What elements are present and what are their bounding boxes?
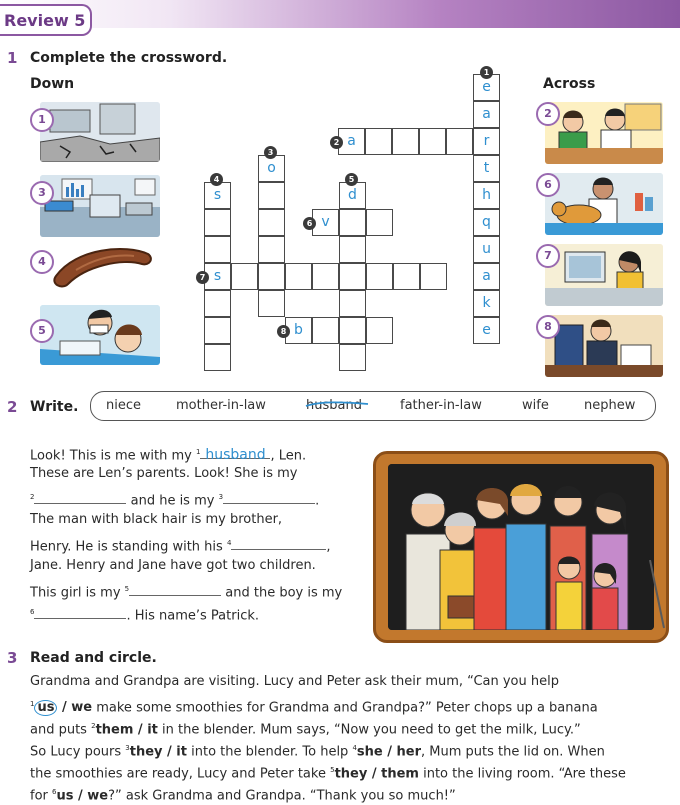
cw-5-down-cell[interactable]	[339, 263, 366, 290]
office-picture	[40, 175, 160, 237]
cw-2-across-cell[interactable]	[365, 128, 392, 155]
review-tab	[0, 4, 92, 36]
section-3-title: Read and circle.	[30, 650, 157, 666]
option-4[interactable]: she / her	[356, 744, 422, 760]
word-husband: husband	[306, 398, 362, 413]
sup-1: 1	[196, 448, 201, 456]
cw-2-across-cell[interactable]	[446, 128, 473, 155]
write-line-6: Jane. Henry and Jane have got two children.	[30, 558, 316, 573]
read-sup-5: 5	[330, 766, 335, 774]
cw-4-down-cell[interactable]	[204, 344, 231, 371]
cw-4-down-cell[interactable]: s	[204, 182, 231, 209]
write-line-1	[30, 443, 306, 465]
option-1-rest: / we	[57, 700, 93, 716]
earthquake-picture	[40, 102, 160, 162]
sup-2: 2	[30, 493, 35, 501]
blank-3[interactable]	[223, 491, 315, 504]
cw-1-down-cell[interactable]: q	[473, 209, 500, 236]
cw-number-6: 6	[303, 217, 316, 230]
read-line-2	[30, 695, 598, 717]
read-line-5	[30, 761, 626, 783]
read-sup-4: 4	[352, 744, 357, 752]
vet-picture	[545, 173, 663, 235]
cw-5-down-cell[interactable]	[339, 317, 366, 344]
read-line-4-start: So Lucy pours	[30, 744, 122, 760]
line7-end: and the boy is my	[225, 585, 343, 601]
cw-1-down-cell[interactable]: k	[473, 290, 500, 317]
section-2-title: Write.	[30, 399, 79, 415]
cw-8-across-cell[interactable]: b	[285, 317, 312, 344]
family-photo	[388, 464, 654, 630]
dentist-picture	[40, 305, 160, 365]
husband-strikethrough	[305, 399, 369, 409]
clue-7-badge: 7	[536, 244, 560, 268]
cw-1-down-cell[interactable]: t	[473, 155, 500, 182]
read-sup-3: 3	[125, 744, 130, 752]
read-line-1: Grandma and Grandpa are visiting. Lucy and Peter ask their mum, “Can you help	[30, 674, 559, 689]
sausage-picture	[46, 242, 154, 290]
cw-3-down-cell[interactable]	[258, 263, 285, 290]
word-bank	[90, 391, 656, 421]
boss-picture	[545, 315, 663, 377]
clue-4-badge: 4	[30, 250, 54, 274]
clue-8-badge: 8	[536, 315, 560, 339]
read-line-2-rest: make some smoothies for Grandma and Grandpa?” Peter chops up a banana	[92, 700, 598, 716]
cw-4-down-cell[interactable]	[204, 317, 231, 344]
read-sup-1: 1	[30, 700, 35, 708]
word-father-in-law: father-in-law	[400, 398, 482, 413]
line5-end: ,	[326, 539, 331, 555]
read-sup-2: 2	[91, 722, 96, 730]
read-line-6-end: ?” ask Grandma and Grandpa. “Thank you so much!”	[108, 788, 456, 804]
cw-number-2: 2	[330, 136, 343, 149]
write-line-3	[30, 488, 319, 510]
word-niece: niece	[106, 398, 141, 413]
word-mother-in-law: mother-in-law	[176, 398, 266, 413]
sup-4: 4	[226, 539, 232, 547]
write-line-2: These are Len’s parents. Look! She is my	[30, 466, 298, 481]
read-line-3	[30, 717, 581, 739]
read-line-4-mid: into the blender. To help	[186, 744, 349, 760]
cw-7-across-cell[interactable]	[393, 263, 420, 290]
option-5[interactable]: they / them	[334, 766, 419, 782]
secretary-picture	[545, 244, 663, 306]
cw-7-across-cell[interactable]	[231, 263, 258, 290]
line7-start: This girl is my	[30, 585, 121, 601]
cw-5-down-cell[interactable]	[339, 236, 366, 263]
cw-5-down-cell[interactable]: d	[339, 182, 366, 209]
cw-number-7: 7	[196, 271, 209, 284]
sup-6: 6	[30, 608, 35, 616]
cw-2-across-cell[interactable]	[419, 128, 446, 155]
photo-stand	[648, 560, 666, 632]
down-heading: Down	[30, 76, 75, 92]
cw-4-down-cell[interactable]	[204, 236, 231, 263]
clue-6-badge: 6	[536, 173, 560, 197]
blank-4[interactable]	[231, 537, 326, 550]
write-line-5	[30, 534, 331, 556]
cw-3-down-cell[interactable]	[258, 209, 285, 236]
cw-1-down-cell[interactable]: e	[473, 74, 500, 101]
cw-7-across-cell[interactable]	[285, 263, 312, 290]
option-1[interactable]	[34, 700, 92, 715]
cw-3-down-cell[interactable]: o	[258, 155, 285, 182]
write-line-7	[30, 580, 342, 602]
doctor-picture	[545, 102, 663, 164]
header-band	[0, 0, 680, 28]
read-line-6-start: for	[30, 788, 48, 804]
blank-6[interactable]	[34, 606, 126, 619]
cw-1-down-cell[interactable]: h	[473, 182, 500, 209]
family-photo-frame	[373, 451, 669, 643]
cw-7-across-cell[interactable]	[420, 263, 447, 290]
option-6[interactable]: us / we	[56, 788, 109, 804]
read-line-4-end: , Mum puts the lid on. When	[421, 744, 605, 760]
line8-end: . His name’s Patrick.	[126, 608, 260, 624]
cw-number-8: 8	[277, 325, 290, 338]
cw-6-across-cell[interactable]	[366, 209, 393, 236]
cw-5-down-cell[interactable]	[339, 344, 366, 371]
read-sup-6: 6	[52, 788, 57, 796]
blank-2[interactable]	[34, 491, 126, 504]
cw-2-across-cell[interactable]: a	[338, 128, 365, 155]
cw-2-across-cell[interactable]	[392, 128, 419, 155]
option-us-circled: us	[34, 700, 57, 716]
blank-5[interactable]	[129, 583, 221, 596]
read-line-5-end: into the living room. “Are these	[418, 766, 626, 782]
section-3-number: 3	[7, 649, 18, 667]
line1-start: Look! This is me with my	[30, 448, 192, 464]
cw-3-down-cell[interactable]	[258, 182, 285, 209]
clue-3-badge: 3	[30, 181, 54, 205]
review-title: Review 5	[4, 11, 86, 30]
cw-number-1: 1	[480, 66, 493, 79]
cw-4-down-cell[interactable]	[204, 209, 231, 236]
write-line-8	[30, 603, 259, 625]
read-line-3-rest: in the blender. Mum says, “Now you need to get the milk, Lucy.”	[157, 722, 581, 738]
sup-3: 3	[218, 493, 224, 501]
write-line-4: The man with black hair is my brother,	[30, 512, 283, 527]
cw-3-down-cell[interactable]	[258, 236, 285, 263]
cw-1-down-cell[interactable]: a	[473, 101, 500, 128]
sup-5: 5	[124, 585, 130, 593]
read-line-3-start: and puts	[30, 722, 87, 738]
section-2-number: 2	[7, 398, 18, 416]
cw-1-down-cell[interactable]: r	[473, 128, 500, 155]
cw-1-down-cell[interactable]: e	[473, 317, 500, 344]
across-heading: Across	[543, 76, 596, 92]
cw-6-across-cell[interactable]: v	[312, 209, 339, 236]
blank-1[interactable]	[200, 446, 270, 464]
line5-start: Henry. He is standing with his	[30, 539, 223, 555]
read-line-4	[30, 739, 605, 761]
cw-number-3: 3	[264, 146, 277, 159]
cw-number-5: 5	[345, 173, 358, 186]
section-1-title: Complete the crossword.	[30, 50, 228, 66]
clue-5-badge: 5	[30, 319, 54, 343]
cw-5-down-cell[interactable]	[339, 290, 366, 317]
line3-end: .	[315, 493, 320, 509]
clue-1-badge: 1	[30, 108, 54, 132]
cw-3-down-cell[interactable]	[258, 290, 285, 317]
cw-7-across-cell[interactable]: s	[204, 263, 231, 290]
answer-husband: husband	[205, 447, 266, 464]
cw-7-across-cell[interactable]	[312, 263, 339, 290]
option-3[interactable]: they / it	[129, 744, 187, 760]
word-nephew: nephew	[584, 398, 636, 413]
cw-7-across-cell[interactable]	[366, 263, 393, 290]
line3-mid: and he is my	[130, 493, 215, 509]
section-1-number: 1	[7, 49, 18, 67]
word-wife: wife	[522, 398, 549, 413]
line1-end: , Len.	[270, 448, 307, 464]
cw-8-across-cell[interactable]	[366, 317, 393, 344]
cw-1-down-cell[interactable]: u	[473, 236, 500, 263]
cw-number-4: 4	[210, 173, 223, 186]
option-2[interactable]: them / it	[95, 722, 158, 738]
cw-5-down-cell[interactable]	[339, 209, 366, 236]
cw-1-down-cell[interactable]: a	[473, 263, 500, 290]
cw-4-down-cell[interactable]	[204, 290, 231, 317]
cw-8-across-cell[interactable]	[312, 317, 339, 344]
read-line-5-start: the smoothies are ready, Lucy and Peter take	[30, 766, 326, 782]
clue-2-badge: 2	[536, 102, 560, 126]
